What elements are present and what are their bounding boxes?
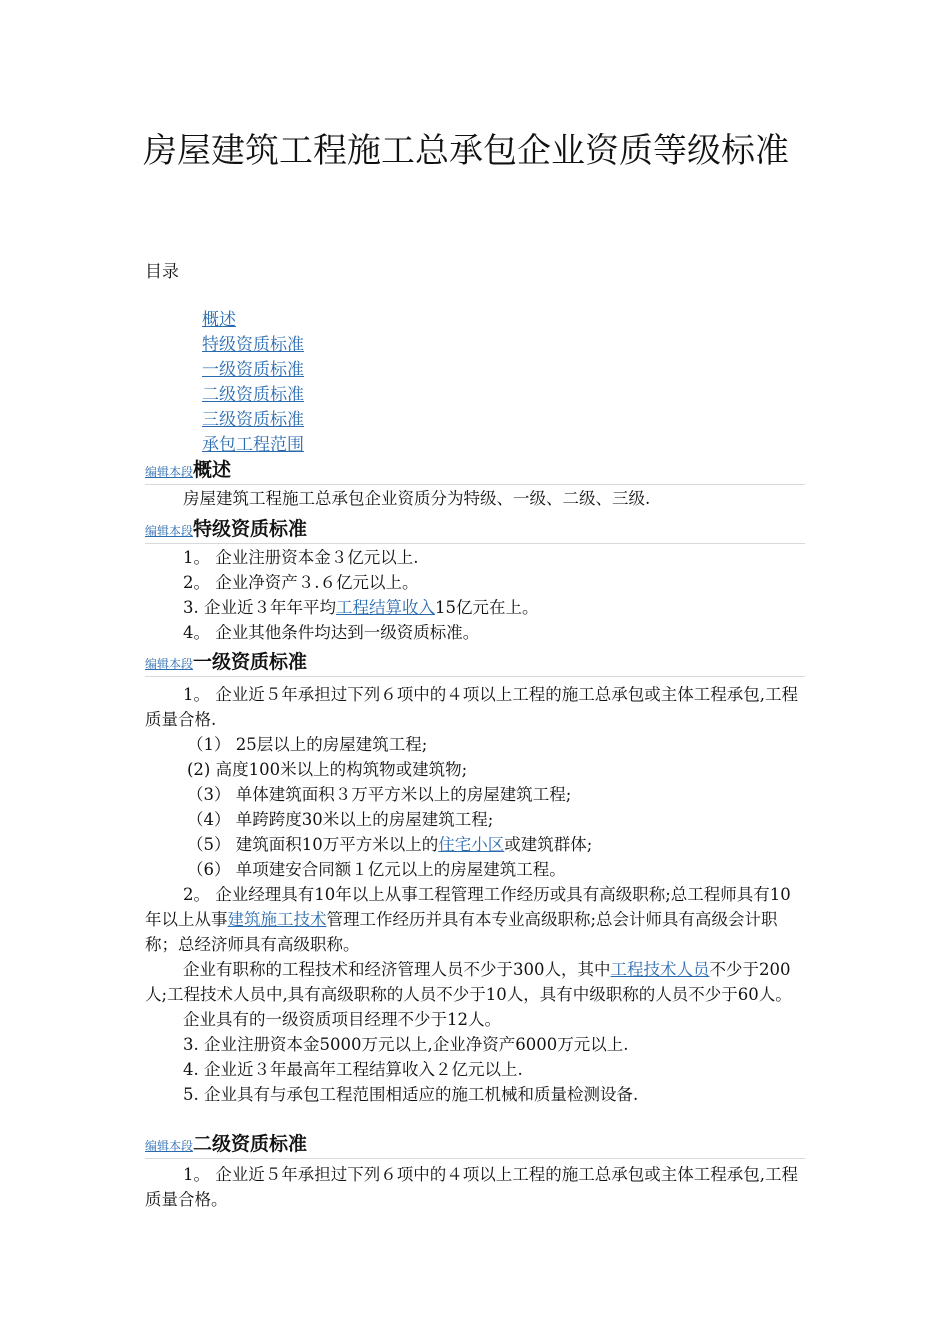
section-title: 一级资质标准 [193,651,308,673]
text-run: 15亿元在上。 [435,598,539,617]
edit-section-link[interactable]: 编辑本段 [145,1139,194,1153]
section-body [145,682,805,1107]
edit-section-link[interactable]: 编辑本段 [145,657,194,671]
list-item: （1） 25层以上的房屋建筑工程; [187,735,428,754]
document-title: 房屋建筑工程施工总承包企业资质等级标准 [143,131,789,171]
list-line: 2。 企业净资产３.６亿元以上。 [183,573,419,592]
list-item: （4） 单跨跨度30米以上的房屋建筑工程; [187,810,494,829]
list-line: 4. 企业近３年最高年工程结算收入２亿元以上. [183,1060,523,1079]
paragraph [145,957,805,1007]
section-overview [145,457,805,511]
section-divider [145,484,805,485]
paragraph: 企业具有的一级资质项目经理不少于12人。 [183,1010,501,1029]
toc-item [202,383,304,408]
paragraph [145,882,805,957]
section-body [145,486,805,511]
section-special-grade [145,516,805,645]
toc-item [202,433,304,458]
section-title: 概述 [193,459,232,481]
edit-section-link[interactable]: 编辑本段 [145,524,194,538]
section-title: 特级资质标准 [193,518,308,540]
section-body [145,1162,805,1212]
toc-link-third-grade[interactable]: 三级资质标准 [202,410,304,430]
text-run: 或建筑群体; [504,835,593,854]
text-run: 2。 企业经理具有10年以上从事工程管理工作经历或具有高级职称;总工程师具有10年以上从事 [145,885,791,929]
section-title: 二级资质标准 [193,1133,308,1155]
text-run: 企业有职称的工程技术和经济管理人员不少于300人，其中 [183,960,611,979]
section-heading [145,516,805,542]
section-divider [145,1158,805,1159]
list-line: 1。 企业注册资本金３亿元以上. [183,548,419,567]
toc-link-scope[interactable]: 承包工程范围 [202,435,304,455]
section-heading [145,649,805,675]
toc-link-overview[interactable]: 概述 [202,310,236,330]
list-line [145,595,805,620]
toc-link-second-grade[interactable]: 二级资质标准 [202,385,304,405]
toc-link-first-grade[interactable]: 一级资质标准 [202,360,304,380]
toc-label: 目录 [145,262,179,282]
text-run: 不少于200人;工程技术人员中,具有高级职称的人员不少于10人，具有中级职称的人员不少于60人。 [145,960,792,1004]
toc-item [202,333,304,358]
section-body [145,545,805,645]
toc-link-special-grade[interactable]: 特级资质标准 [202,335,304,355]
paragraph: 房屋建筑工程施工总承包企业资质分为特级、一级、二级、三级. [183,489,651,508]
toc-item [202,358,304,383]
list-line: 3. 企业注册资本金5000万元以上,企业净资产6000万元以上. [183,1035,629,1054]
text-run: 3. 企业近３年年平均 [183,598,336,617]
section-divider [145,543,805,544]
paragraph: 1。 企业近５年承担过下列６项中的４项以上工程的施工总承包或主体工程承包,工程质量合格。 [145,1165,798,1209]
text-run: 管理工作经历并具有本专业高级职称;总会计师具有高级会计职称；总经济师具有高级职称。 [145,910,778,954]
list-item: （3） 单体建筑面积３万平方米以上的房屋建筑工程; [187,785,572,804]
section-heading [145,1131,805,1157]
list-item [145,832,805,857]
text-run: （5） 建筑面积10万平方米以上的 [187,835,439,854]
link-residential-community[interactable]: 住宅小区 [438,835,505,854]
list-item: （6） 单项建安合同额１亿元以上的房屋建筑工程。 [187,860,566,879]
table-of-contents [202,308,304,458]
section-second-grade [145,1131,805,1212]
list-item: (2) 高度100米以上的构筑物或建筑物; [187,760,468,779]
toc-item [202,308,304,333]
list-line: 4。 企业其他条件均达到一级资质标准。 [183,623,480,642]
section-divider [145,676,805,677]
link-construction-technology[interactable]: 建筑施工技术 [227,910,327,929]
section-first-grade [145,649,805,1107]
link-engineering-settlement-income[interactable]: 工程结算收入 [336,598,435,617]
edit-section-link[interactable]: 编辑本段 [145,465,194,479]
paragraph: 1。 企业近５年承担过下列６项中的４项以上工程的施工总承包或主体工程承包,工程质量合格. [145,685,798,729]
toc-item [202,408,304,433]
section-heading [145,457,805,483]
link-technical-personnel[interactable]: 工程技术人员 [610,960,710,979]
list-line: 5. 企业具有与承包工程范围相适应的施工机械和质量检测设备. [183,1085,639,1104]
